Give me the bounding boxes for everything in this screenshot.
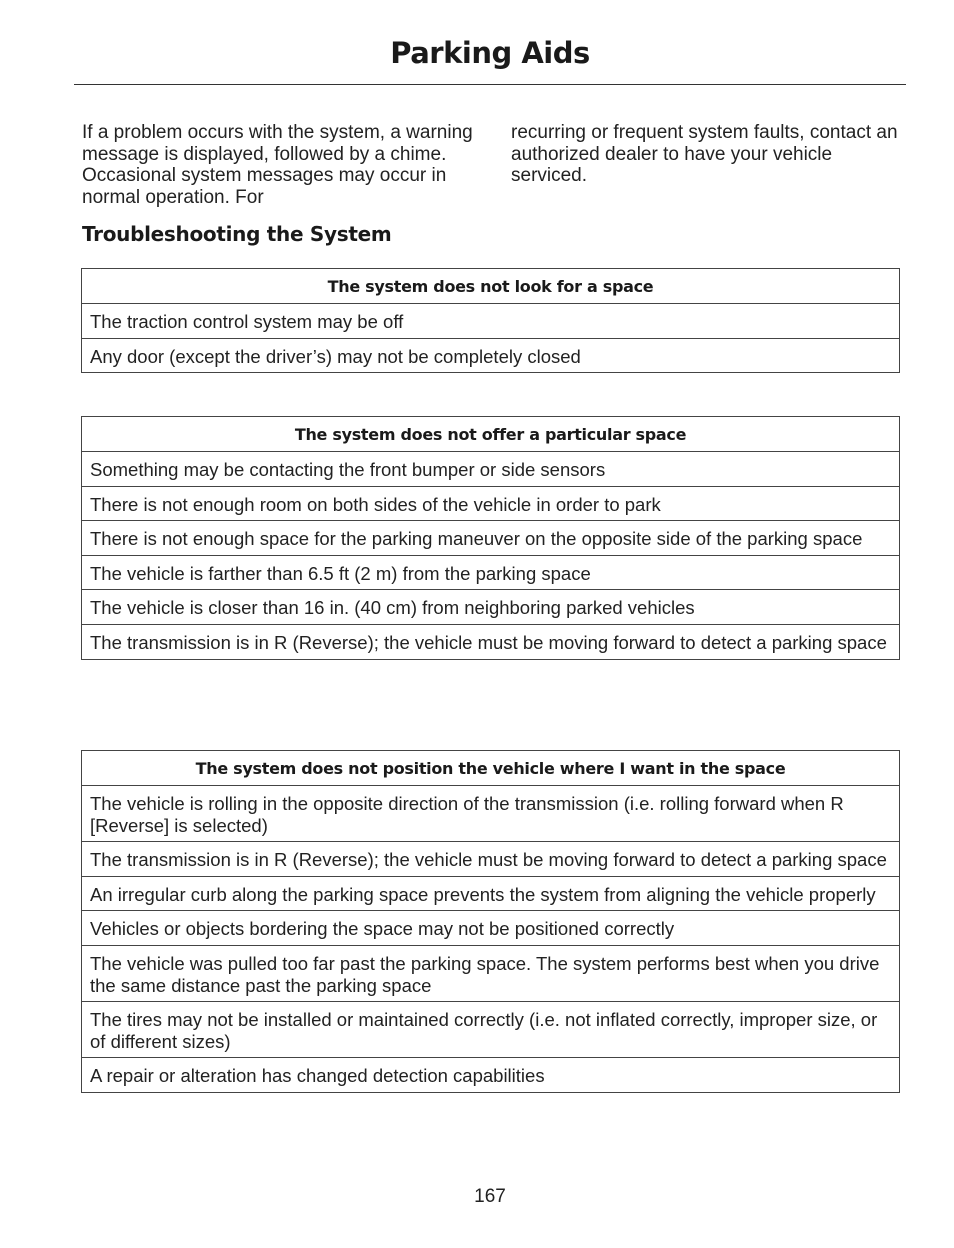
- table-header: The system does not offer a particular space: [82, 417, 900, 452]
- table-row: [82, 876, 900, 911]
- table-row: [82, 486, 900, 521]
- table-row: [82, 786, 900, 842]
- table-row: [82, 945, 900, 1001]
- table-row: [82, 1058, 900, 1093]
- table-header: The system does not position the vehicle where I want in the space: [82, 751, 900, 786]
- table-cell: The traction control system may be off: [82, 304, 900, 339]
- table-cell: The transmission is in R (Reverse); the vehicle must be moving forward to detect a parking space: [82, 624, 900, 659]
- table-cell: The tires may not be installed or maintained correctly (i.e. not inflated correctly, improper size, or of different sizes): [82, 1002, 900, 1058]
- page-title: Parking Aids: [390, 36, 590, 70]
- table-row: [82, 521, 900, 556]
- troubleshooting-table-positioning: [81, 750, 900, 1093]
- table-cell: The transmission is in R (Reverse); the vehicle must be moving forward to detect a parking space: [82, 842, 900, 877]
- table-row: [82, 338, 900, 373]
- troubleshooting-table-no-offer: [81, 416, 900, 660]
- table-row: [82, 842, 900, 877]
- table-row: [82, 555, 900, 590]
- table-cell: There is not enough room on both sides of the vehicle in order to park: [82, 486, 900, 521]
- table-row: [82, 624, 900, 659]
- page-number: 167: [474, 1186, 506, 1207]
- table-cell: Something may be contacting the front bumper or side sensors: [82, 452, 900, 487]
- table-row: [82, 1002, 900, 1058]
- table-header: The system does not look for a space: [82, 269, 900, 304]
- table-cell: The vehicle is farther than 6.5 ft (2 m) from the parking space: [82, 555, 900, 590]
- table-cell: Any door (except the driver’s) may not be completely closed: [82, 338, 900, 373]
- table-cell: A repair or alteration has changed detection capabilities: [82, 1058, 900, 1093]
- table-row: [82, 452, 900, 487]
- table-row: [82, 304, 900, 339]
- title-divider: [74, 84, 906, 85]
- table-cell: Vehicles or objects bordering the space may not be positioned correctly: [82, 911, 900, 946]
- section-heading: Troubleshooting the System: [82, 222, 392, 246]
- table-row: [82, 911, 900, 946]
- table-row: [82, 590, 900, 625]
- table-cell: An irregular curb along the parking space prevents the system from aligning the vehicle properly: [82, 876, 900, 911]
- troubleshooting-table-no-search: [81, 268, 900, 373]
- table-header-row: [82, 269, 900, 304]
- table-header-row: [82, 417, 900, 452]
- table-cell: The vehicle was pulled too far past the parking space. The system performs best when you drive the same distance past the parking space: [82, 945, 900, 1001]
- table-cell: The vehicle is closer than 16 in. (40 cm) from neighboring parked vehicles: [82, 590, 900, 625]
- intro-text-left: If a problem occurs with the system, a warning message is displayed, followed by a chime. Occasional system messages may occur in normal operation. For: [82, 122, 473, 208]
- table-cell: The vehicle is rolling in the opposite direction of the transmission (i.e. rolling forward when R [Reverse] is selected): [82, 786, 900, 842]
- intro-text-right: recurring or frequent system faults, contact an authorized dealer to have your vehicle serviced.: [511, 122, 898, 187]
- table-cell: There is not enough space for the parking maneuver on the opposite side of the parking space: [82, 521, 900, 556]
- table-header-row: [82, 751, 900, 786]
